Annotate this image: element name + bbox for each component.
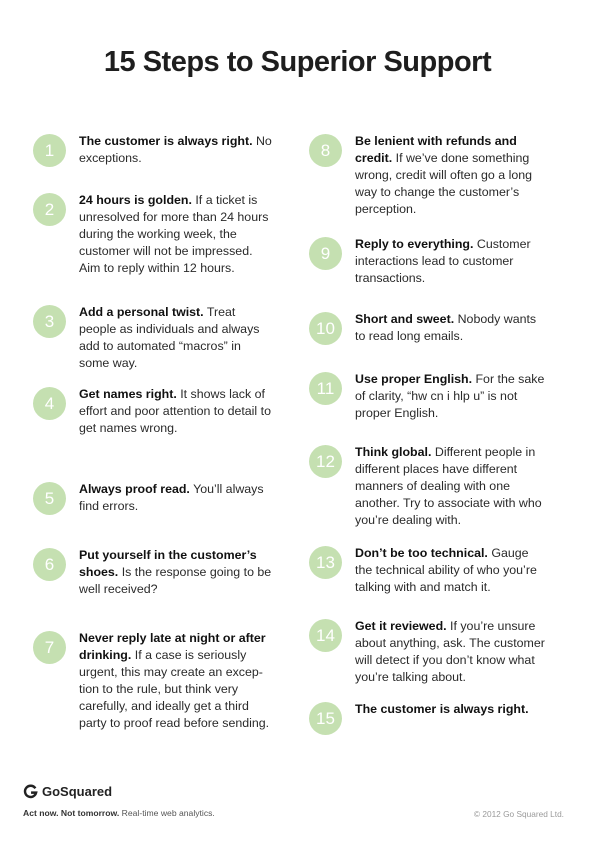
- step-10: [309, 311, 549, 345]
- step-body: No exceptions.: [79, 134, 272, 165]
- step-number: 8: [309, 134, 342, 167]
- step-1: [33, 133, 273, 167]
- step-text: [355, 133, 549, 218]
- step-text: [355, 371, 549, 422]
- step-body: Treat people as individuals and always add to automated “macros” in some way.: [79, 305, 260, 370]
- step-heading: Get names right.: [79, 387, 177, 401]
- step-number: 4: [33, 387, 66, 420]
- step-number: 13: [309, 546, 342, 579]
- gosquared-logo: [23, 784, 112, 799]
- step-text: [355, 545, 549, 596]
- tagline-rest: Real-time web analytics.: [119, 808, 215, 818]
- step-13: [309, 545, 549, 596]
- step-2: [33, 192, 273, 277]
- step-heading: Never reply late at night or after drinking.: [79, 631, 266, 662]
- step-heading: Think global.: [355, 445, 432, 459]
- step-heading: 24 hours is golden.: [79, 193, 192, 207]
- step-heading: Be lenient with refunds and credit.: [355, 134, 517, 165]
- step-number: 1: [33, 134, 66, 167]
- step-heading: The customer is always right.: [79, 134, 253, 148]
- step-text: [355, 618, 549, 686]
- step-6: [33, 547, 273, 598]
- step-number: 6: [33, 548, 66, 581]
- step-heading: Add a personal twist.: [79, 305, 204, 319]
- gosquared-g-icon: [23, 784, 38, 799]
- footer-tagline: [23, 808, 215, 818]
- step-text: [79, 304, 273, 372]
- step-body: Gauge the technical ability of who you’re talking with and match it.: [355, 546, 537, 594]
- step-heading: Reply to everything.: [355, 237, 474, 251]
- step-5: [33, 481, 273, 515]
- step-number: 11: [309, 372, 342, 405]
- step-number: 14: [309, 619, 342, 652]
- step-7: [33, 630, 273, 732]
- step-11: [309, 371, 549, 422]
- step-15: [309, 701, 549, 735]
- step-number: 15: [309, 702, 342, 735]
- step-heading: Use proper English.: [355, 372, 473, 386]
- step-text: [79, 547, 273, 598]
- step-heading: The customer is always right.: [355, 702, 529, 716]
- step-12: [309, 444, 549, 529]
- step-text: [79, 133, 273, 167]
- step-heading: Short and sweet.: [355, 312, 455, 326]
- step-14: [309, 618, 549, 686]
- step-body: Is the response going to be well received?: [79, 565, 272, 596]
- step-body: For the sake of clarity, “hw cn i hlp u” is not proper English.: [355, 372, 545, 420]
- page-title: 15 Steps to Superior Support: [103, 46, 492, 78]
- step-text: [355, 444, 549, 529]
- step-heading: Don’t be too technical.: [355, 546, 488, 560]
- step-text: [355, 701, 529, 718]
- step-heading: Always proof read.: [79, 482, 190, 496]
- logo-text: GoSquared: [42, 784, 113, 799]
- step-number: 7: [33, 631, 66, 664]
- step-3: [33, 304, 273, 372]
- copyright-text: © 2012 Go Squared Ltd.: [473, 809, 564, 819]
- step-heading: Put yourself in the customer’s shoes.: [79, 548, 257, 579]
- step-number: 10: [309, 312, 342, 345]
- step-body: Customer interactions lead to customer transactions.: [355, 237, 531, 285]
- step-text: [79, 630, 273, 732]
- step-8: [309, 133, 549, 218]
- step-number: 5: [33, 482, 66, 515]
- step-body: If a ticket is unresolved for more than 24 hours during the working week, the customer will not be impressed. Aim to reply within 12 hours.: [79, 193, 269, 275]
- step-body: If you’re unsure about anything, ask. The customer will detect if you don’t know what you’re talking about.: [355, 619, 545, 684]
- step-number: 9: [309, 237, 342, 270]
- step-body: You’ll always find errors.: [79, 482, 264, 513]
- step-body: If a case is seriously urgent, this may create an excep-tion to the rule, but think very carefully, and ideally get a third party to proof read before sending.: [79, 648, 270, 730]
- step-text: [79, 192, 273, 277]
- step-body: Nobody wants to read long emails.: [355, 312, 537, 343]
- step-text: [355, 236, 549, 287]
- step-text: [79, 386, 273, 437]
- step-body: If we’ve done something wrong, credit will often go a long way to change the customer’s perception.: [355, 151, 533, 216]
- step-number: 12: [309, 445, 342, 478]
- step-text: [79, 481, 273, 515]
- step-body: It shows lack of effort and poor attention to detail to get names wrong.: [79, 387, 271, 435]
- step-body: Different people in different places have different manners of dealing with one another. Try to associate with who you’re dealing with.: [355, 445, 542, 527]
- step-heading: Get it reviewed.: [355, 619, 447, 633]
- step-text: [355, 311, 549, 345]
- step-9: [309, 236, 549, 287]
- tagline-strong: Act now. Not tomorrow.: [23, 808, 120, 818]
- step-number: 2: [33, 193, 66, 226]
- step-4: [33, 386, 273, 437]
- step-number: 3: [33, 305, 66, 338]
